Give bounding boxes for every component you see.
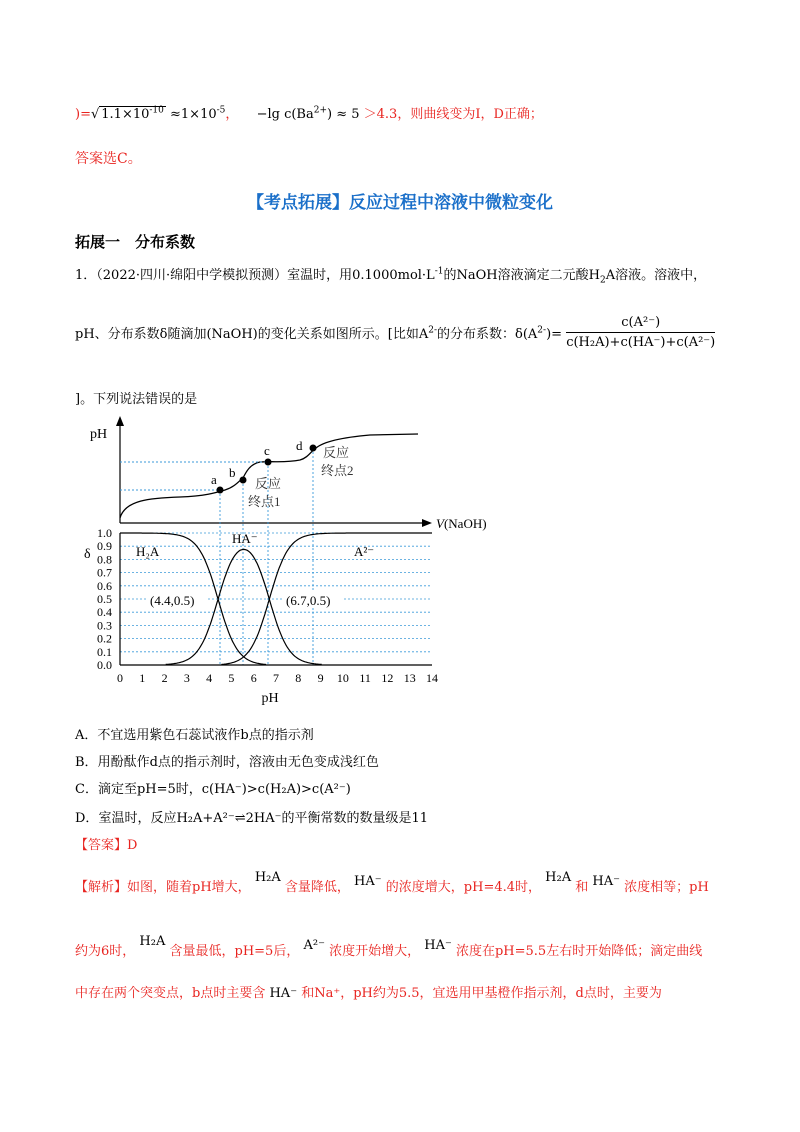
x-tick-10: 10: [336, 671, 349, 685]
v-axis-label: V(NaOH): [436, 516, 487, 531]
question-line-1: 1．（2022·四川·绵阳中学模拟预测）室温时，用$0.1000mol\cdot L^{-1}$的NaOH溶液滴定二元酸$H_2A$溶液。溶液中，: [75, 266, 707, 286]
x-tick-6: 6: [250, 671, 257, 685]
label-c: c: [264, 443, 270, 458]
analysis-line-1: 【解析】如图，随着pH增大， H₂A 含量降低， HA⁻ 的浓度增大，pH=4.4时， H₂A 和 HA⁻ 浓度相等；pH: [75, 870, 709, 895]
x-tick-7: 7: [273, 671, 279, 685]
y-tick-3: 0.3: [97, 618, 112, 633]
series-label-h2a: H₂A: [136, 544, 160, 559]
x-tick-1: 1: [139, 671, 146, 685]
callout-1: (4.4,0.5): [150, 593, 195, 608]
point-b: [240, 477, 247, 484]
annot-endpoint2-b: 终点2: [321, 463, 354, 478]
point-a: [217, 487, 224, 494]
option-b: B．用酚酞作d点的指示剂时，溶液由无色变成浅红色: [75, 755, 379, 770]
ph-axis-arrow: [116, 416, 124, 426]
series-label-ha: HA⁻: [232, 531, 258, 546]
titration-chart: [80, 410, 520, 705]
point-d: [310, 445, 317, 452]
option-a: A．不宜选用紫色石蕊试液作b点的指示剂: [75, 728, 314, 743]
x-tick-12: 12: [381, 671, 394, 685]
distribution-fraction: $\frac{\text{c(A²⁻)}}{\text{c(H₂A)+c(HA⁻)+c(A²⁻)}}$: [566, 315, 716, 350]
label-b: b: [229, 465, 236, 480]
annot-endpoint1-a: 反应: [255, 476, 282, 491]
x-tick-9: 9: [317, 671, 324, 685]
question-line-2: pH、分布系数δ随滴加(NaOH)的变化关系如图所示。[比如$A^{2-}$的分布系数：$\delta(A^{2-})=$ $\frac{\text{c(A²⁻)}}{\text{c(H₂A)+c(HA⁻)+c(A²⁻)}}$: [75, 315, 716, 350]
analysis-line-2: 约为6时， H₂A 含量最低，pH=5后， A²⁻ 浓度开始增大， HA⁻ 浓度在pH=5.5左右时开始降低；滴定曲线: [75, 934, 703, 959]
x-tick-5: 5: [228, 671, 235, 685]
x-tick-11: 11: [359, 671, 371, 685]
annot-endpoint2-a: 反应: [323, 445, 350, 460]
ph-x-axis-label: pH: [261, 691, 279, 705]
y-tick-10: 1.0: [97, 526, 112, 540]
annot-endpoint1-b: 终点1: [248, 494, 281, 509]
y-tick-labels: [97, 526, 112, 672]
point-c: [265, 459, 272, 466]
label-d: d: [296, 438, 303, 453]
y-tick-7: 0.7: [97, 565, 112, 580]
x-tick-8: 8: [295, 671, 302, 685]
x-tick-0: 0: [117, 671, 123, 685]
option-c: C．滴定至pH=5时，c(HA⁻)>c(H₂A)>c(A²⁻): [75, 782, 351, 797]
option-d: D．室温时，反应H₂A+A²⁻⇌2HA⁻的平衡常数的数量级是11: [75, 811, 429, 826]
series-label-a2: A²⁻: [354, 544, 375, 559]
answer-line: 答案选C。: [75, 151, 142, 167]
y-tick-6: 0.6: [97, 578, 112, 593]
y-tick-8: 0.8: [97, 552, 112, 567]
x-tick-14: 14: [426, 671, 438, 685]
intro-formula: )=√ $1.1\times 10^{-10} \approx 1\times 10^{-5}$， −lg $c(Ba^{2+}) \approx 5 >4.3$，则曲线变为Ⅰ，D正确；: [75, 105, 543, 122]
x-tick-labels: [117, 671, 438, 685]
y-tick-2: 0.2: [97, 631, 112, 646]
subheading: 拓展一 分布系数: [75, 233, 196, 251]
v-axis-arrow: [422, 519, 432, 527]
analysis-line-3: 中存在两个突变点，b点时主要含 HA⁻ 和Na⁺，pH约为5.5，宜选用甲基橙作指示剂，d点时，主要为: [75, 986, 662, 1001]
label-a: a: [211, 472, 217, 487]
x-tick-4: 4: [206, 671, 213, 685]
section-title: 【考点拓展】反应过程中溶液中微粒变化: [247, 193, 553, 213]
ph-axis-label: pH: [90, 427, 108, 442]
y-tick-4: 0.4: [97, 605, 112, 620]
x-tick-3: 3: [183, 671, 190, 685]
delta-axis-label: δ: [84, 547, 91, 562]
y-tick-9: 0.9: [97, 539, 112, 554]
x-tick-13: 13: [403, 671, 416, 685]
y-tick-1: 0.1: [97, 644, 112, 659]
x-tick-2: 2: [161, 671, 168, 685]
answer-label: 【答案】D: [75, 838, 138, 853]
y-tick-0: 0.0: [97, 658, 112, 672]
question-line-3: ]。下列说法错误的是: [75, 392, 198, 407]
callout-2: (6.7,0.5): [286, 593, 331, 608]
y-tick-5: 0.5: [97, 592, 112, 606]
